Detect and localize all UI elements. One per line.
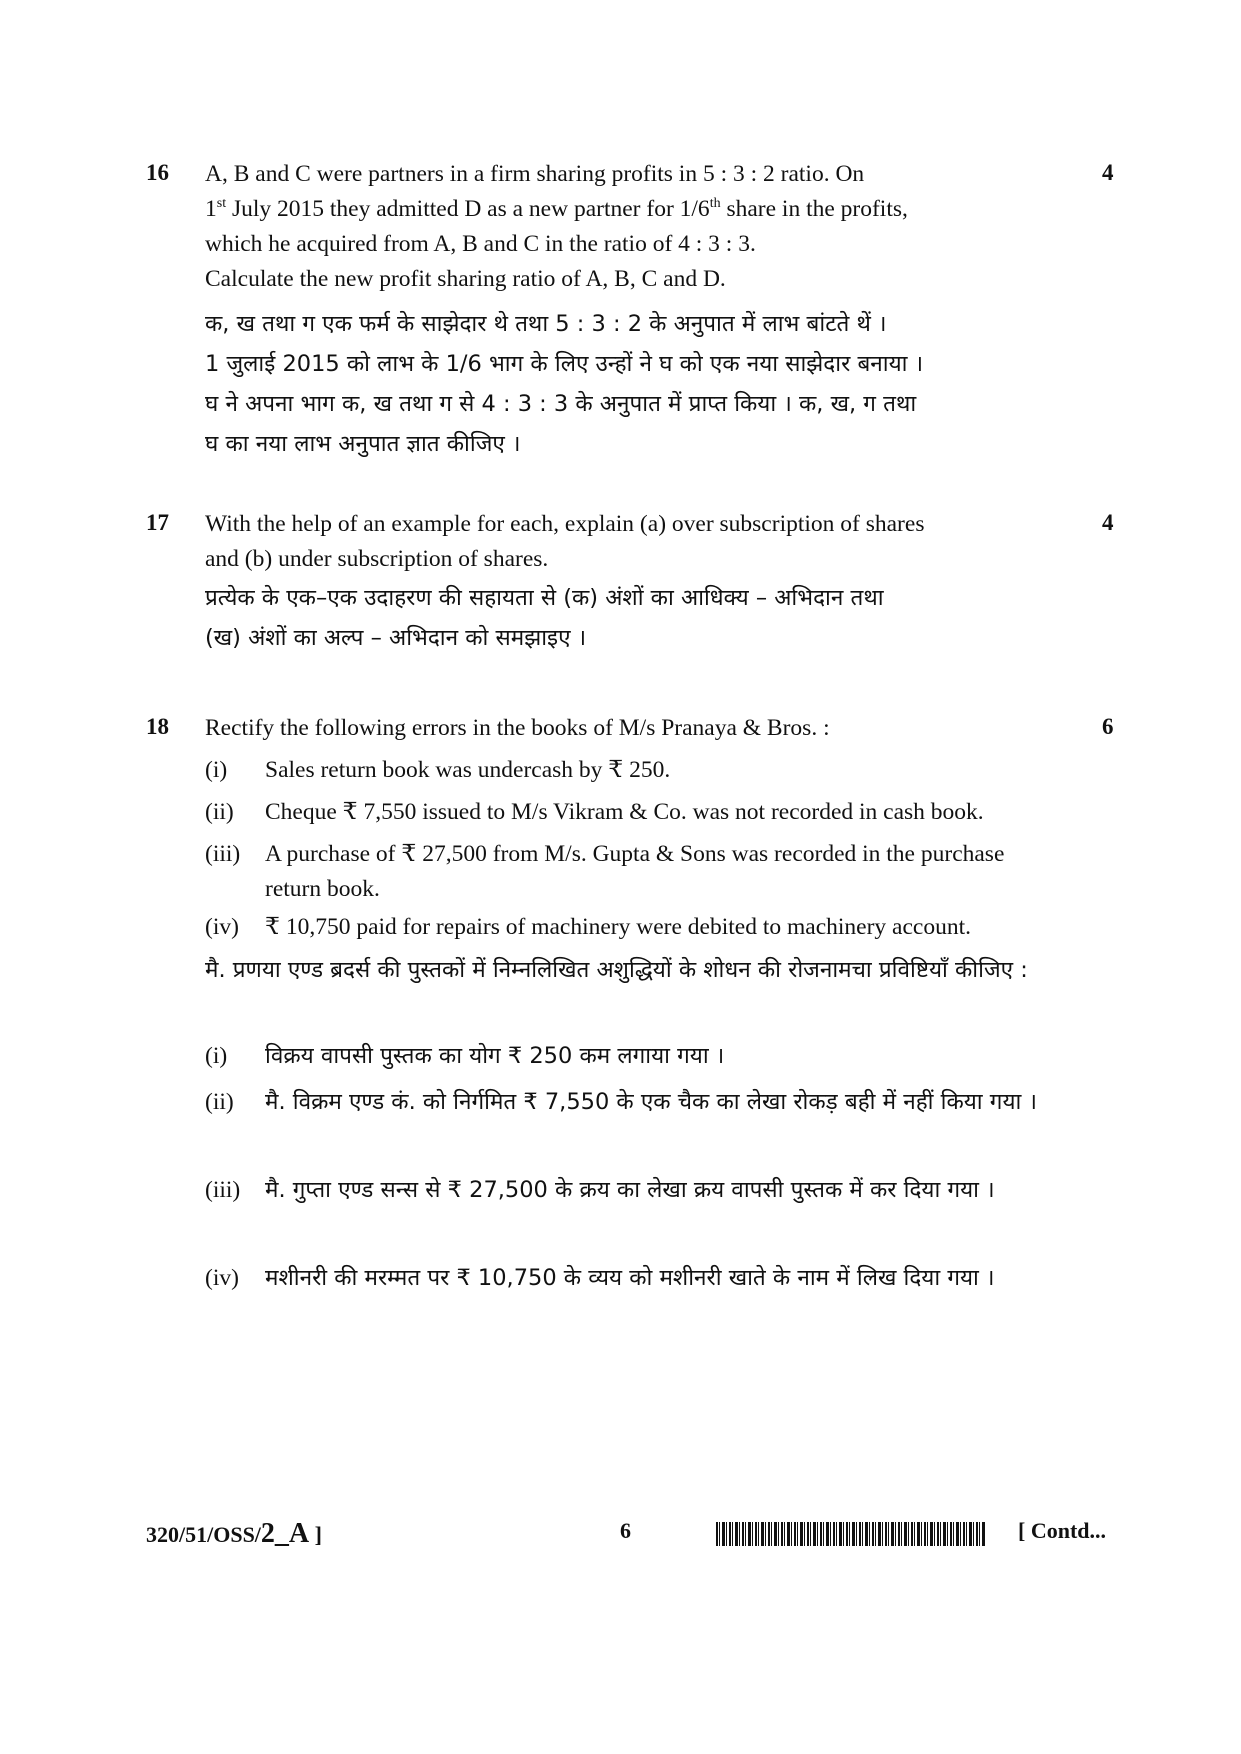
text-line: घ ने अपना भाग क, ख तथा ग से 4 : 3 : 3 के अनुपात में प्राप्त किया । क, ख, ग तथा: [205, 391, 917, 417]
english-intro: Rectify the following errors in the books of M/s Pranaya & Bros. :: [205, 715, 830, 741]
code-suffix: ]: [309, 1522, 322, 1547]
item-text: A purchase of ₹ 27,500 from M/s. Gupta & Sons was recorded in the purchase return book.: [265, 841, 1005, 902]
text-line: क, ख तथा ग एक फर्म के साझेदार थे तथा 5 : 3 : 2 के अनुपात में लाभ बांटते थें ।: [205, 311, 887, 337]
english-task: Calculate the new profit sharing ratio of A, B, C and D.: [205, 266, 726, 292]
item-text: मै. गुप्ता एण्ड सन्स से ₹ 27,500 के क्रय का लेखा क्रय वापसी पुस्तक में कर दिया गया ।: [265, 1177, 995, 1203]
text-line: [205, 192, 1061, 227]
text-line: 1 जुलाई 2015 को लाभ के 1/6 भाग के लिए उन्हों ने घ को एक नया साझेदार बनाया ।: [205, 351, 924, 377]
superscript: th: [709, 196, 721, 212]
text-fragment: 1: [205, 196, 217, 222]
item-number: (i): [205, 1043, 228, 1069]
text-line: and (b) under subscription of shares.: [205, 546, 549, 572]
code-prefix: 320/51/OSS/: [146, 1522, 261, 1547]
code-set: 2_A: [260, 1518, 310, 1549]
item-number: (iii): [205, 841, 241, 867]
question-number: 17: [146, 510, 169, 535]
item-text: मशीनरी की मरम्मत पर ₹ 10,750 के व्यय को मशीनरी खाते के नाम में लिख दिया गया ।: [265, 1265, 995, 1291]
page-number: 6: [620, 1518, 631, 1543]
hindi-text: [205, 304, 1061, 464]
text-line: A, B and C were partners in a firm sharing profits in 5 : 3 : 2 ratio. On: [205, 161, 865, 187]
item-text: ₹ 10,750 paid for repairs of machinery were debited to machinery account.: [265, 914, 971, 940]
item-text: विक्रय वापसी पुस्तक का योग ₹ 250 कम लगाया गया ।: [265, 1043, 725, 1069]
text-fragment: July 2015 they admitted D as a new partner for 1/6: [226, 196, 710, 222]
english-text: [205, 507, 1061, 577]
marks: 4: [1102, 510, 1114, 535]
item-number: (ii): [205, 799, 234, 825]
item-number: (iv): [205, 914, 239, 940]
text-line: which he acquired from A, B and C in the ratio of 4 : 3 : 3.: [205, 231, 756, 257]
hindi-intro: मै. प्रणया एण्ड ब्रदर्स की पुस्तकों में निम्नलिखित अशुद्धियों के शोधन की रोजनामचा प्रविष्टियाँ कीजिए :: [205, 957, 1028, 983]
marks: 6: [1102, 714, 1114, 739]
question-number: 16: [146, 160, 169, 185]
item-text: Cheque ₹ 7,550 issued to M/s Vikram & Co. was not recorded in cash book.: [265, 799, 984, 825]
item-text: Sales return book was undercash by ₹ 250.: [265, 757, 671, 783]
question-number: 18: [146, 714, 169, 739]
paper-code: [146, 1518, 322, 1550]
text-line: With the help of an example for each, explain (a) over subscription of shares: [205, 511, 925, 537]
text-line: प्रत्येक के एक–एक उदाहरण की सहायता से (क) अंशों का आधिक्य – अभिदान तथा: [205, 585, 884, 611]
english-text: [205, 157, 1061, 262]
barcode-icon: [716, 1522, 986, 1546]
item-number: (i): [205, 757, 228, 783]
item-number: (iv): [205, 1265, 239, 1291]
continued-label: [ Contd...: [1018, 1518, 1107, 1543]
text-line: घ का नया लाभ अनुपात ज्ञात कीजिए ।: [205, 431, 521, 457]
superscript: st: [216, 196, 227, 212]
item-number: (ii): [205, 1089, 234, 1115]
item-text: मै. विक्रम एण्ड कं. को निर्गमित ₹ 7,550 के एक चैक का लेखा रोकड़ बही में नहीं किया गया ।: [265, 1089, 1038, 1115]
text-line: (ख) अंशों का अल्प – अभिदान को समझाइए ।: [205, 625, 587, 651]
marks: 4: [1102, 160, 1114, 185]
item-number: (iii): [205, 1177, 241, 1203]
hindi-text: [205, 578, 1061, 658]
text-fragment: share in the profits,: [720, 196, 908, 222]
